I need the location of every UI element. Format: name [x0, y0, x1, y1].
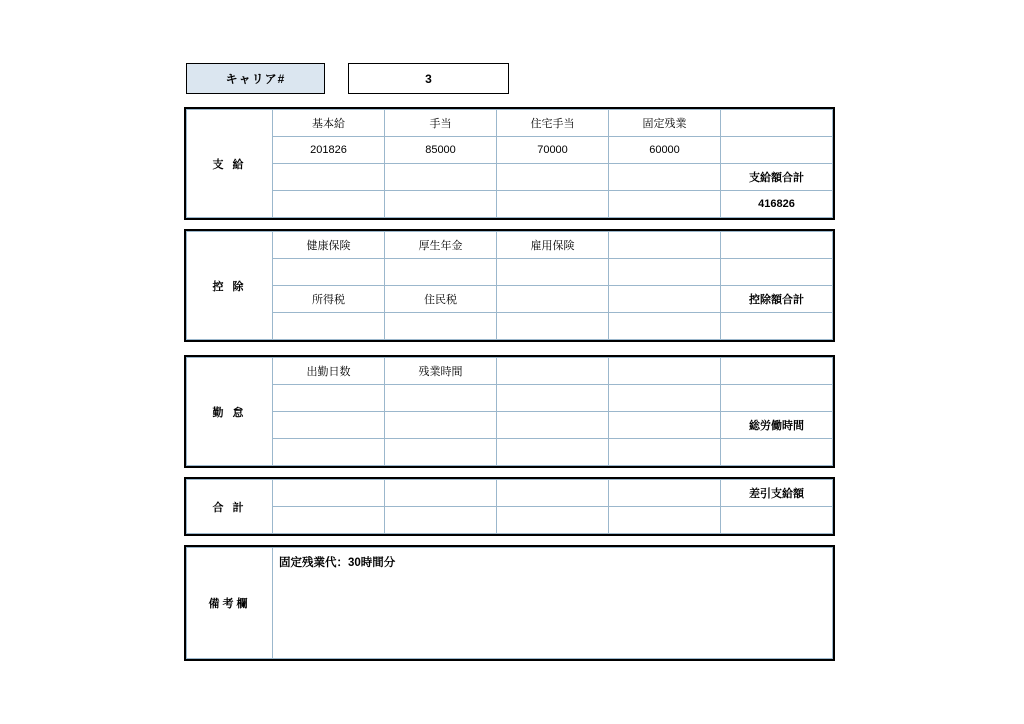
- earnings-blank-cell: [385, 164, 497, 191]
- deductions-value-cell[interactable]: [497, 259, 609, 286]
- attendance-block: [186, 357, 833, 466]
- summary-cell: [385, 480, 497, 507]
- attendance-blank-cell: [273, 412, 385, 439]
- summary-total-value[interactable]: [721, 507, 833, 534]
- earnings-value-cell[interactable]: 201826: [273, 137, 385, 164]
- attendance-value-cell[interactable]: [497, 439, 609, 466]
- earnings-blank-cell: [497, 191, 609, 218]
- summary-cell: [497, 480, 609, 507]
- earnings-value-cell[interactable]: 60000: [609, 137, 721, 164]
- summary-total-label: 差引支給額: [721, 480, 833, 507]
- earnings-header-cell: [721, 110, 833, 137]
- summary-title: 合 計: [187, 480, 273, 534]
- earnings-value-cell[interactable]: [721, 137, 833, 164]
- attendance-header-cell: [721, 358, 833, 385]
- earnings-header-cell: 基本給: [273, 110, 385, 137]
- summary-value-cell[interactable]: [273, 507, 385, 534]
- deductions-value-cell[interactable]: [609, 259, 721, 286]
- attendance-value-cell[interactable]: [273, 439, 385, 466]
- attendance-title: 勤 怠: [187, 358, 273, 466]
- summary-value-cell[interactable]: [385, 507, 497, 534]
- deductions-header-cell: 雇用保険: [497, 232, 609, 259]
- earnings-header-cell: 住宅手当: [497, 110, 609, 137]
- attendance-header-cell: [497, 358, 609, 385]
- summary-block: [186, 479, 833, 534]
- deductions-header-cell: [609, 286, 721, 313]
- deductions-value-cell[interactable]: [385, 259, 497, 286]
- earnings-title: 支 給: [187, 110, 273, 218]
- earnings-blank-cell: [609, 164, 721, 191]
- career-gap: [325, 64, 349, 94]
- deductions-value-cell[interactable]: [273, 313, 385, 340]
- career-row: [186, 63, 509, 94]
- attendance-value-cell[interactable]: [385, 439, 497, 466]
- summary-cell: [609, 480, 721, 507]
- earnings-block: [186, 109, 833, 218]
- attendance-blank-cell: [497, 412, 609, 439]
- earnings-total-label: 支給額合計: [721, 164, 833, 191]
- attendance-value-cell[interactable]: [385, 385, 497, 412]
- deductions-header-cell: 厚生年金: [385, 232, 497, 259]
- deductions-header-cell: [721, 232, 833, 259]
- earnings-blank-cell: [609, 191, 721, 218]
- attendance-header-cell: [609, 358, 721, 385]
- deductions-total-label: 控除額合計: [721, 286, 833, 313]
- summary-value-cell[interactable]: [497, 507, 609, 534]
- earnings-value-cell[interactable]: 85000: [385, 137, 497, 164]
- remarks-note[interactable]: 固定残業代：30時間分: [273, 548, 833, 659]
- deductions-header-cell: [497, 286, 609, 313]
- earnings-header-cell: 手当: [385, 110, 497, 137]
- deductions-title: 控 除: [187, 232, 273, 340]
- deductions-header-cell: 健康保険: [273, 232, 385, 259]
- remarks-title: 備考欄: [187, 548, 273, 659]
- deductions-header-cell: 所得税: [273, 286, 385, 313]
- attendance-total-label: 総労働時間: [721, 412, 833, 439]
- attendance-value-cell[interactable]: [609, 385, 721, 412]
- deductions-value-cell[interactable]: [721, 259, 833, 286]
- deductions-value-cell[interactable]: [385, 313, 497, 340]
- attendance-value-cell[interactable]: [497, 385, 609, 412]
- earnings-blank-cell: [273, 164, 385, 191]
- attendance-value-cell[interactable]: [721, 385, 833, 412]
- deductions-value-cell[interactable]: [273, 259, 385, 286]
- earnings-blank-cell: [497, 164, 609, 191]
- deductions-total-value[interactable]: [721, 313, 833, 340]
- attendance-blank-cell: [385, 412, 497, 439]
- earnings-blank-cell: [385, 191, 497, 218]
- deductions-value-cell[interactable]: [497, 313, 609, 340]
- summary-value-cell[interactable]: [609, 507, 721, 534]
- earnings-header-cell: 固定残業: [609, 110, 721, 137]
- career-value[interactable]: 3: [349, 64, 509, 94]
- deductions-header-cell: 住民税: [385, 286, 497, 313]
- attendance-header-cell: 出勤日数: [273, 358, 385, 385]
- career-label: キャリア#: [187, 64, 325, 94]
- attendance-value-cell[interactable]: [609, 439, 721, 466]
- earnings-value-cell[interactable]: 70000: [497, 137, 609, 164]
- deductions-header-cell: [609, 232, 721, 259]
- remarks-block: [186, 547, 833, 659]
- summary-cell: [273, 480, 385, 507]
- attendance-blank-cell: [609, 412, 721, 439]
- earnings-blank-cell: [273, 191, 385, 218]
- attendance-header-cell: 残業時間: [385, 358, 497, 385]
- deductions-value-cell[interactable]: [609, 313, 721, 340]
- earnings-total-value[interactable]: 416826: [721, 191, 833, 218]
- attendance-total-value[interactable]: [721, 439, 833, 466]
- deductions-block: [186, 231, 833, 340]
- attendance-value-cell[interactable]: [273, 385, 385, 412]
